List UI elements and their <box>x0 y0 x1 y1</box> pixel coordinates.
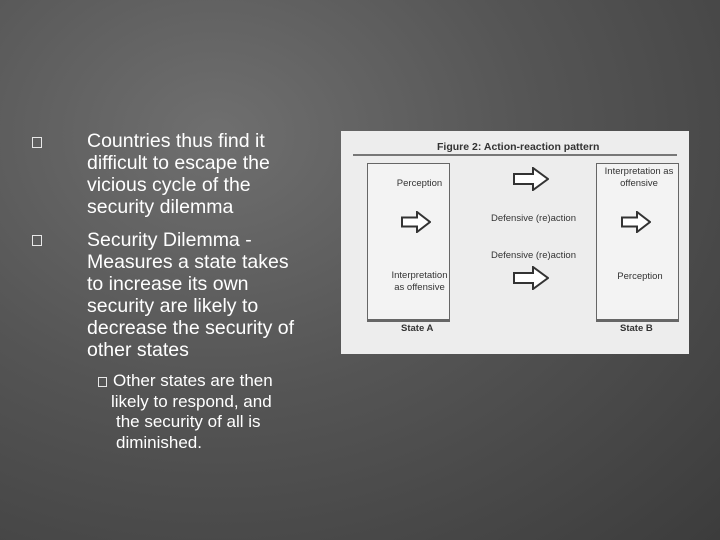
action-reaction-figure <box>341 131 689 354</box>
bullet-2-line: Measures a state takes <box>87 251 289 273</box>
state-a-caption-rule <box>367 319 450 321</box>
bullet-1-line: difficult to escape the <box>87 152 270 174</box>
interpretation-a-label <box>367 270 472 294</box>
bullet-1-line: vicious cycle of the <box>87 174 251 196</box>
sub-bullet-line: Other states are then <box>113 371 273 390</box>
perception-b-label: Perception <box>617 271 663 282</box>
bullet-2-line: Security Dilemma - <box>87 229 252 251</box>
interpretation-a-line: as offensive <box>394 282 445 293</box>
arrow-right-icon <box>513 266 549 290</box>
bullet-square-icon <box>32 235 42 246</box>
interpretation-a-line: Interpretation <box>391 270 448 281</box>
bullet-1-line: security dilemma <box>87 196 234 218</box>
bullet-text-2 <box>87 229 294 361</box>
sub-bullet-line: likely to respond, and <box>111 391 272 411</box>
bullet-2-line: decrease the security of <box>87 317 295 339</box>
state-b-label: State B <box>620 323 653 334</box>
state-a-label: State A <box>401 323 434 334</box>
sub-bullet-square-icon <box>98 377 107 387</box>
defensive-reaction-bottom-label: Defensive (re)action <box>490 250 576 261</box>
figure-title-rule <box>353 154 677 156</box>
interpretation-b-line: offensive <box>620 178 658 189</box>
bullet-2-line: to increase its own <box>87 273 249 295</box>
sub-bullet-line: the security of all is <box>116 412 261 431</box>
interpretation-b-label <box>593 166 685 190</box>
perception-a-label: Perception <box>396 178 443 189</box>
bullet-1-line: Countries thus find it <box>87 130 265 152</box>
bullet-2-line: security are likely to <box>87 295 259 317</box>
sub-bullet-line: diminished. <box>116 432 202 452</box>
bullet-2-line: other states <box>87 339 189 361</box>
arrow-right-icon <box>621 211 651 233</box>
defensive-reaction-top-label: Defensive (re)action <box>490 213 576 224</box>
sub-bullet-text <box>98 371 273 453</box>
interpretation-b-line: Interpretation as <box>604 166 674 177</box>
bullet-text-1 <box>87 130 270 218</box>
state-b-caption-rule <box>596 319 679 321</box>
arrow-right-icon <box>401 211 431 233</box>
figure-title: Figure 2: Action-reaction pattern <box>437 141 600 153</box>
bullet-square-icon <box>32 137 42 148</box>
arrow-right-icon <box>513 167 549 191</box>
